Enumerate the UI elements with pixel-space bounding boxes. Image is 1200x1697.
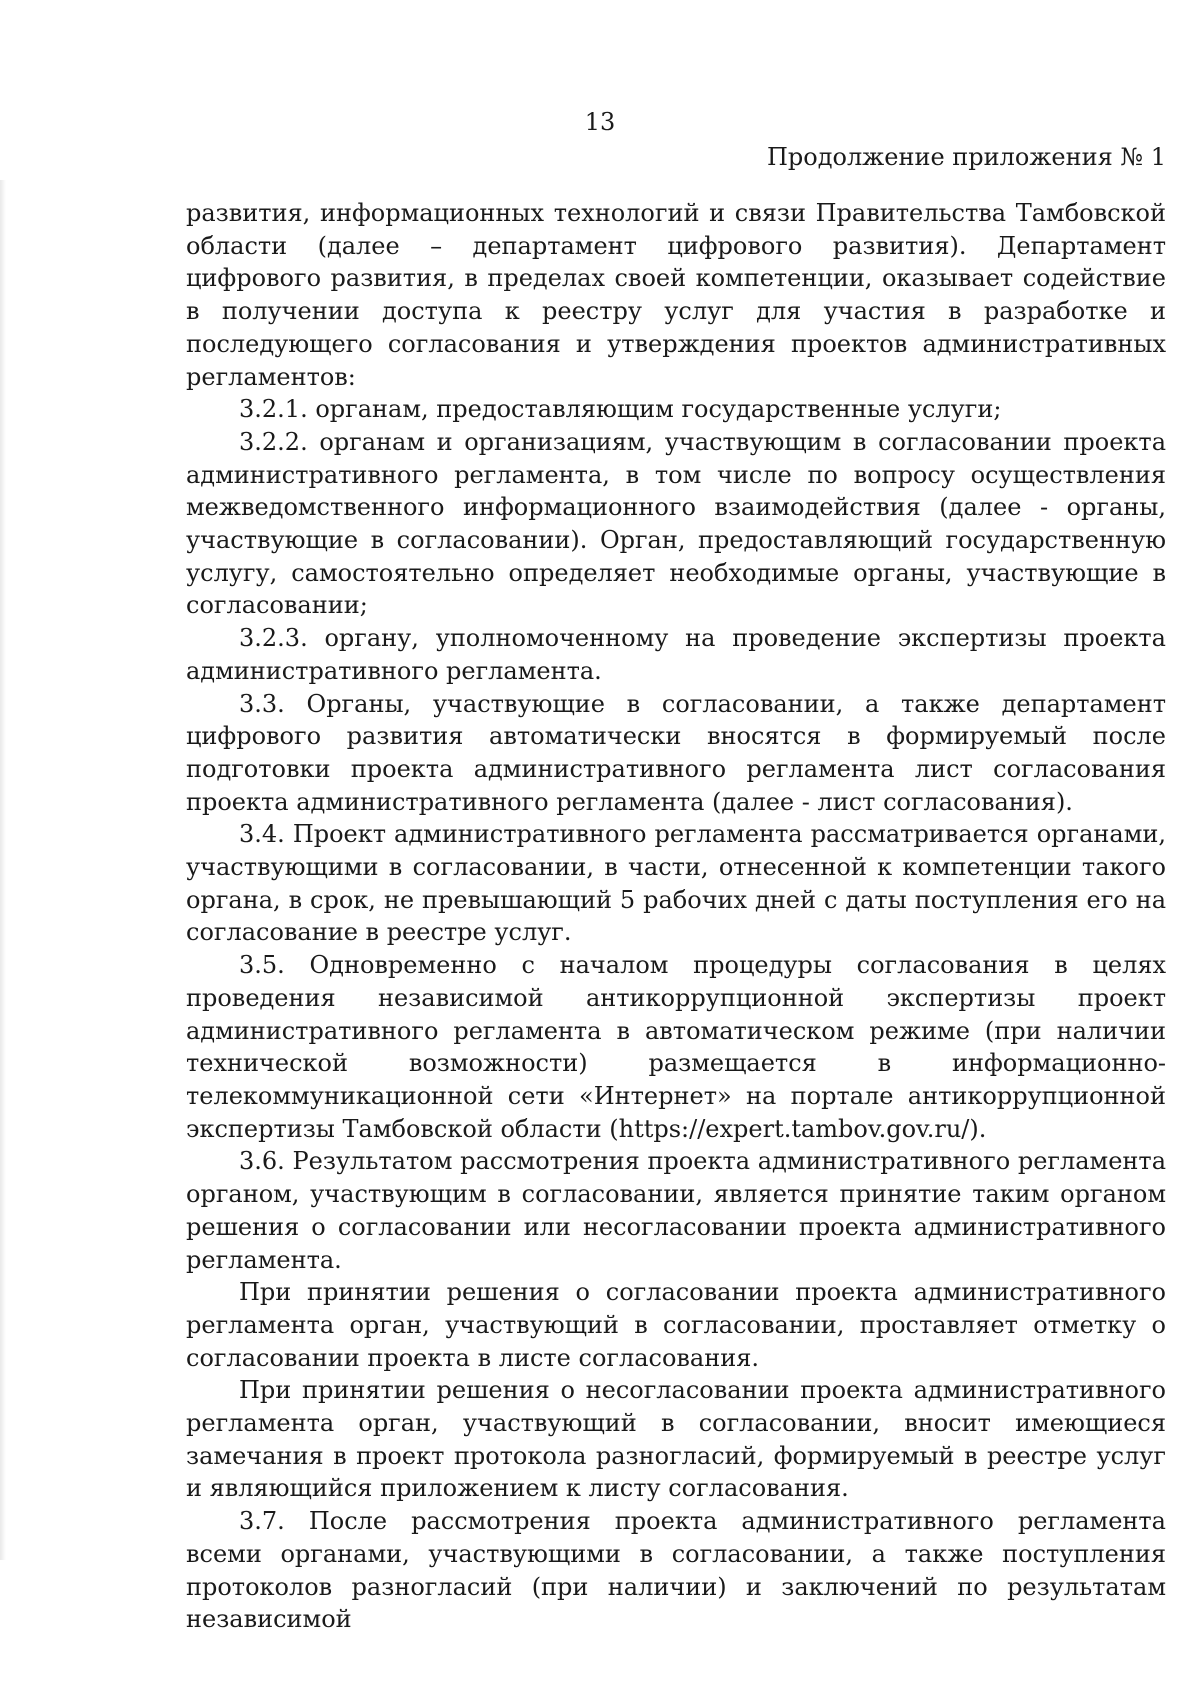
paragraph: При принятии решения о согласовании проекта административного регламента орган, участвующий в согласовании, проставляет отметку о согласовании проекта в листе согласования. [186,1278,1166,1372]
paragraph: 3.2.1. органам, предоставляющим государственные услуги; [239,395,1002,424]
paragraph: 3.5. Одновременно с началом процедуры согласования в целях проведения независимой антикоррупционной экспертизы проект административного регламента в автоматическом режиме (при наличии технической возможности) размещается в информационно-телекоммуникационной сети «Интернет» на портале антикоррупционной экспертизы Тамбовской области (https://expert.tambov.gov.ru/). [186,951,1166,1143]
page-number: 13 [584,108,616,136]
paragraph: 3.7. После рассмотрения проекта административного регламента всеми органами, участвующими в согласовании, а также поступления протоколов разногласий (при наличии) и заключений по результатам независимой [186,1507,1166,1634]
paragraph: 3.4. Проект административного регламента рассматривается органами, участвующими в согласовании, в части, отнесенной к компетенции такого органа, в срок, не превышающий 5 рабочих дней с даты поступления его на согласование в реестре услуг. [186,820,1166,947]
paragraph: развития, информационных технологий и связи Правительства Тамбовской области (далее – департамент цифрового развития). Департамент цифрового развития, в пределах своей компетенции, оказывает содействие в получении доступа к реестру услуг для участия в разработке и последующего согласования и утверждения проектов административных регламентов: [186,199,1166,391]
appendix-continuation-label: Продолжение приложения № 1 [766,143,1166,171]
scan-edge-shadow [0,180,6,1560]
paragraph: При принятии решения о несогласовании проекта административного регламента орган, участвующий в согласовании, вносит имеющиеся замечания в проект протокола разногласий, формируемый в реестре услуг и являющийся приложением к листу согласования. [186,1376,1166,1503]
paragraph: 3.3. Органы, участвующие в согласовании, а также департамент цифрового развития автоматически вносятся в формируемый после подготовки проекта административного регламента лист согласования проекта административного регламента (далее - лист согласования). [186,689,1166,816]
paragraph: 3.2.2. органам и организациям, участвующим в согласовании проекта административного регламента, в том числе по вопросу осуществления межведомственного информационного взаимодействия (далее - органы, участвующие в согласовании). Орган, предоставляющий государственную услугу, самостоятельно определяет необходимые органы, участвующие в согласовании; [186,427,1166,620]
paragraph: 3.6. Результатом рассмотрения проекта административного регламента органом, участвующим в согласовании, является принятие таким органом решения о согласовании или несогласовании проекта административного регламента. [186,1147,1166,1274]
document-body [186,197,1166,1636]
paragraph: 3.2.3. органу, уполномоченному на проведение экспертизы проекта административного регламента. [186,624,1166,685]
